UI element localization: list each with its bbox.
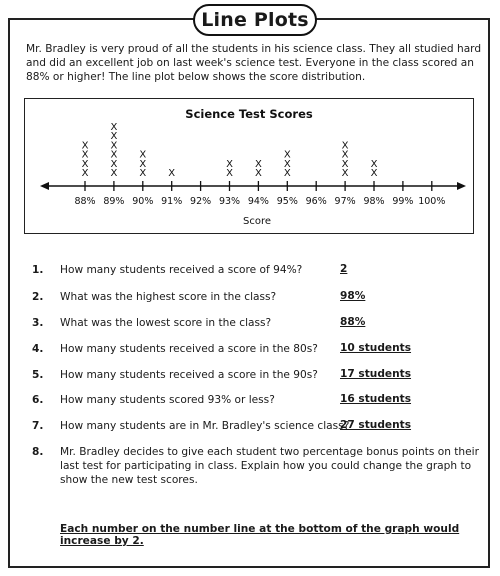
- data-point-x: X: [226, 158, 233, 170]
- data-point-x: X: [283, 149, 291, 161]
- data-point-x: X: [81, 140, 89, 152]
- question-text: How many students scored 93% or less?: [60, 394, 275, 406]
- intro-text: Mr. Bradley is very proud of all the students in his science class. They all studied hard and did an excellent job on last week's science test. Everyone in the class scored an 88% or higher! The line plot below shows the score distribution.: [26, 43, 482, 83]
- data-point-x: X: [110, 140, 118, 152]
- answer-1: 2: [340, 263, 348, 275]
- question-number: 1.: [32, 264, 44, 276]
- data-point-x: X: [110, 168, 118, 179]
- data-point-x: X: [370, 168, 378, 179]
- data-point-x: X: [283, 168, 291, 179]
- tick-label: 91%: [161, 196, 183, 207]
- intro-paragraph: [26, 42, 482, 84]
- question-number: 2.: [32, 291, 44, 303]
- x-axis-label: Score: [242, 216, 272, 227]
- tick-label: 96%: [305, 196, 327, 207]
- data-point-x: X: [110, 158, 118, 170]
- data-point-x: X: [254, 158, 262, 170]
- data-point-x: X: [226, 168, 233, 179]
- question-text: What was the lowest score in the class?: [60, 317, 272, 329]
- question-text: How many students received a score in the 90s?: [60, 369, 318, 381]
- answer-8: Each number on the number line at the bottom of the graph would increase by 2.: [60, 523, 460, 547]
- tick-label: 98%: [363, 196, 385, 207]
- data-point-x: X: [81, 168, 89, 179]
- question-number: 7.: [32, 420, 44, 432]
- question-number: 6.: [32, 394, 44, 406]
- data-point-x: X: [341, 168, 349, 179]
- data-point-x: X: [110, 122, 118, 133]
- data-point-x: X: [283, 158, 291, 170]
- data-point-x: X: [110, 149, 118, 161]
- tick-label: 94%: [247, 196, 269, 207]
- question-text: How many students are in Mr. Bradley's science class?: [60, 420, 350, 432]
- page-title: Line Plots: [193, 4, 317, 36]
- data-point-x: X: [110, 131, 118, 143]
- data-point-x: X: [81, 149, 89, 161]
- tick-label: 97%: [334, 196, 356, 207]
- answer-7: 27 students: [340, 419, 412, 431]
- question-number: 4.: [32, 343, 44, 355]
- tick-label: 89%: [103, 196, 125, 207]
- data-point-x: X: [139, 168, 147, 179]
- question-number: 5.: [32, 369, 44, 381]
- data-point-x: X: [341, 149, 349, 161]
- number-line-left-arrow: [40, 182, 49, 190]
- answer-6: 16 students: [340, 393, 412, 405]
- chart-title: Science Test Scores: [185, 107, 313, 121]
- data-point-x: X: [341, 140, 349, 152]
- tick-label: 100%: [418, 196, 446, 207]
- data-point-x: X: [341, 158, 349, 170]
- data-point-x: X: [370, 158, 378, 170]
- tick-label: 92%: [190, 196, 212, 207]
- data-point-x: X: [81, 158, 89, 170]
- answer-2: 98%: [340, 290, 366, 302]
- question-text: How many students received a score of 94%?: [60, 264, 303, 276]
- data-point-x: X: [139, 149, 147, 161]
- question-number: 8.: [32, 446, 44, 458]
- question-text: What was the highest score in the class?: [60, 291, 277, 303]
- question-number: 3.: [32, 317, 44, 329]
- question-text: Mr. Bradley decides to give each student two percentage bonus points on their last test for participating in class. Explain how you could change the graph to show the new test scores.: [60, 446, 479, 486]
- data-point-x: X: [139, 158, 147, 170]
- data-point-x: X: [254, 168, 262, 179]
- number-line-right-arrow: [457, 182, 466, 190]
- answer-4: 10 students: [340, 342, 412, 354]
- tick-label: 90%: [132, 196, 154, 207]
- data-point-x: X: [168, 168, 176, 179]
- question-text: How many students received a score in the 80s?: [60, 343, 318, 355]
- tick-label: 99%: [392, 196, 414, 207]
- answer-5: 17 students: [340, 368, 412, 380]
- tick-label: 88%: [74, 196, 96, 207]
- tick-label: 95%: [276, 196, 298, 207]
- tick-label: 93%: [218, 196, 241, 207]
- line-plot-chart: [24, 98, 474, 234]
- answer-3: 88%: [340, 316, 366, 328]
